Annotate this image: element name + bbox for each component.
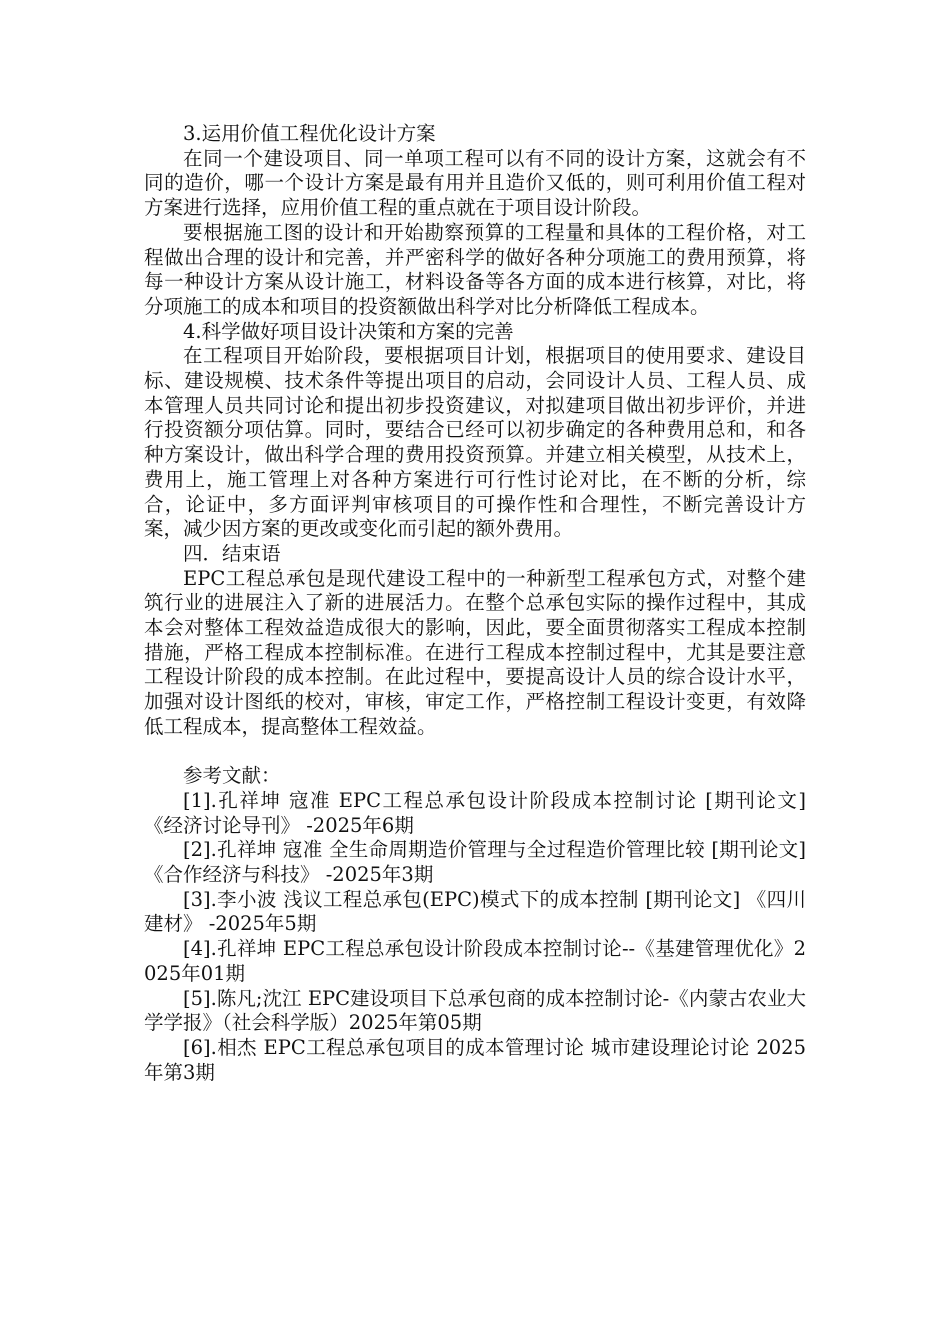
conclusion-heading: 四．结束语 (183, 541, 281, 565)
section-3-heading: 3.运用价值工程优化设计方案 (183, 122, 436, 145)
reference-item: [1].孔祥坤 寇准 EPC工程总承包设计阶段成本控制讨论 [期刊论文] 《经济讨论导刊》 -2025年6期 (144, 788, 806, 837)
reference-item: [4].孔祥坤 EPC工程总承包设计阶段成本控制讨论--《基建管理优化》2025年01期 (144, 937, 806, 985)
conclusion-paragraph-1: EPC工程总承包是现代建设工程中的一种新型工程承包方式，对整个建筑行业的进展注入了新的进展活力。在整个总承包实际的操作过程中，其成本会对整体工程效益造成很大的影响，因此，要全面贯彻落实工程成本控制措施，严格工程成本控制标准。在进行工程成本控制过程中，尤其是要注意工程设计阶段的成本控制。在此过程中，要提高设计人员的综合设计水平，加强对设计图纸的校对，审核，审定工作，严格控制工程设计变更，有效降低工程成本，提高整体工程效益。 (144, 566, 806, 738)
reference-item: [6].相杰 EPC工程总承包项目的成本管理讨论 城市建设理论讨论 2025年第3期 (144, 1036, 806, 1084)
section-4-heading: 4.科学做好项目设计决策和方案的完善 (183, 319, 514, 343)
section-spacer (144, 740, 806, 765)
references-heading: 参考文献： (183, 764, 281, 788)
document-page (144, 122, 806, 1085)
reference-item: [2].孔祥坤 寇准 全生命周期造价管理与全过程造价管理比较 [期刊论文] 《合作经济与科技》 -2025年3期 (144, 838, 806, 887)
section-3-paragraph-1: 在同一个建设项目、同一单项工程可以有不同的设计方案，这就会有不同的造价，哪一个设计方案是最有用并且造价又低的，则可利用价值工程对方案进行选择，应用价值工程的重点就在于项目设计阶段。 (144, 146, 806, 220)
reference-item: [5].陈凡;沈江 EPC建设项目下总承包商的成本控制讨论-《内蒙古农业大学学报》（社会科学版）2025年第05期 (144, 986, 806, 1035)
section-4-paragraph-1: 在工程项目开始阶段，要根据项目计划，根据项目的使用要求、建设目标、建设规模、技术条件等提出项目的启动，会同设计人员、工程人员、成本管理人员共同讨论和提出初步投资建议，对拟建项目做出初步评价，并进行投资额分项估算。同时，要结合已经可以初步确定的各种费用总和，和各种方案设计，做出科学合理的费用投资预算。并建立相关模型，从技术上，费用上，施工管理上对各种方案进行可行性讨论对比，在不断的分析，综合，论证中，多方面评判审核项目的可操作性和合理性，不断完善设计方案，减少因方案的更改或变化而引起的额外费用。 (144, 344, 806, 541)
reference-item: [3].李小波 浅议工程总承包(EPC)模式下的成本控制 [期刊论文] 《四川建材》 -2025年5期 (144, 887, 806, 936)
section-3-paragraph-2: 要根据施工图的设计和开始勘察预算的工程量和具体的工程价格，对工程做出合理的设计和完善，并严密科学的做好各种分项施工的费用预算，将每一种设计方案从设计施工，材料设备等各方面的成本进行核算，对比，将分项施工的成本和项目的投资额做出科学对比分析降低工程成本。 (144, 220, 806, 318)
